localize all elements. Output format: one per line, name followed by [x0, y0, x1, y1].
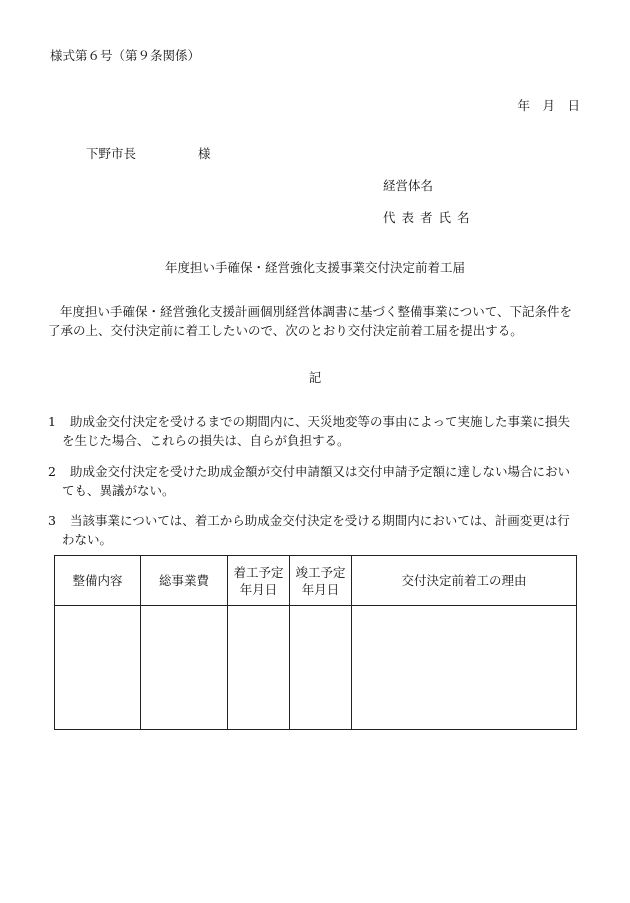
schedule-table [54, 555, 577, 730]
addressee-name: 下野市長 [86, 146, 137, 161]
ki-heading: 記 [308, 370, 322, 385]
header-cell-completion-date [290, 556, 352, 606]
header-label: 整備内容 [72, 573, 123, 588]
header-label: 年月日 [239, 581, 278, 597]
body-paragraph: 年度担い手確保・経営強化支援計画個別経営体調書に基づく整備事業について、下記条件を了承の上、交付決定前に着工したいので、次のとおり交付決定前着工届を提出する。 [48, 304, 573, 338]
header-label: 竣工予定 [295, 564, 346, 580]
header-label: 年月日 [301, 581, 340, 597]
table-cell-reason[interactable] [352, 606, 577, 730]
header-cell-reason [352, 556, 577, 606]
condition-item [48, 412, 582, 450]
addressee [86, 144, 211, 162]
date-line: 年 月 日 [517, 98, 580, 113]
form-number: 様式第６号（第９条関係） [50, 48, 201, 63]
table-cell-completion-date[interactable] [290, 606, 352, 730]
header-label: 総事業費 [158, 573, 209, 588]
header-cell-work-content [55, 556, 141, 606]
header-label: 交付決定前着工の理由 [401, 573, 527, 588]
table-cell-start-date[interactable] [228, 606, 290, 730]
condition-number: 2 [48, 464, 56, 479]
header-label: 着工予定 [233, 564, 284, 580]
document-title: 年度担い手確保・経営強化支援事業交付決定前着工届 [164, 260, 465, 275]
condition-text: 当該事業については、着工から助成金交付決定を受ける期間内においては、計画変更は行わない。 [62, 513, 570, 547]
addressee-honorific: 様 [198, 146, 211, 161]
table-cell-work-content[interactable] [55, 606, 141, 730]
representative-name-label: 代表者氏名 [383, 210, 476, 225]
condition-text: 助成金交付決定を受けた助成金額が交付申請額又は交付申請予定額に達しない場合においても、異議がない。 [62, 464, 571, 498]
table-header-row [55, 556, 577, 606]
condition-number: 1 [48, 414, 56, 429]
table-cell-total-cost[interactable] [141, 606, 228, 730]
business-name-label: 経営体名 [383, 178, 434, 193]
condition-number: 3 [48, 513, 56, 528]
condition-item [48, 511, 582, 549]
header-cell-total-cost [141, 556, 228, 606]
header-cell-start-date [228, 556, 290, 606]
condition-item [48, 462, 582, 500]
table-row [55, 606, 577, 730]
condition-text: 助成金交付決定を受けるまでの期間内に、天災地変等の事由によって実施した事業に損失を生じた場合、これらの損失は、自らが負担する。 [62, 414, 571, 448]
